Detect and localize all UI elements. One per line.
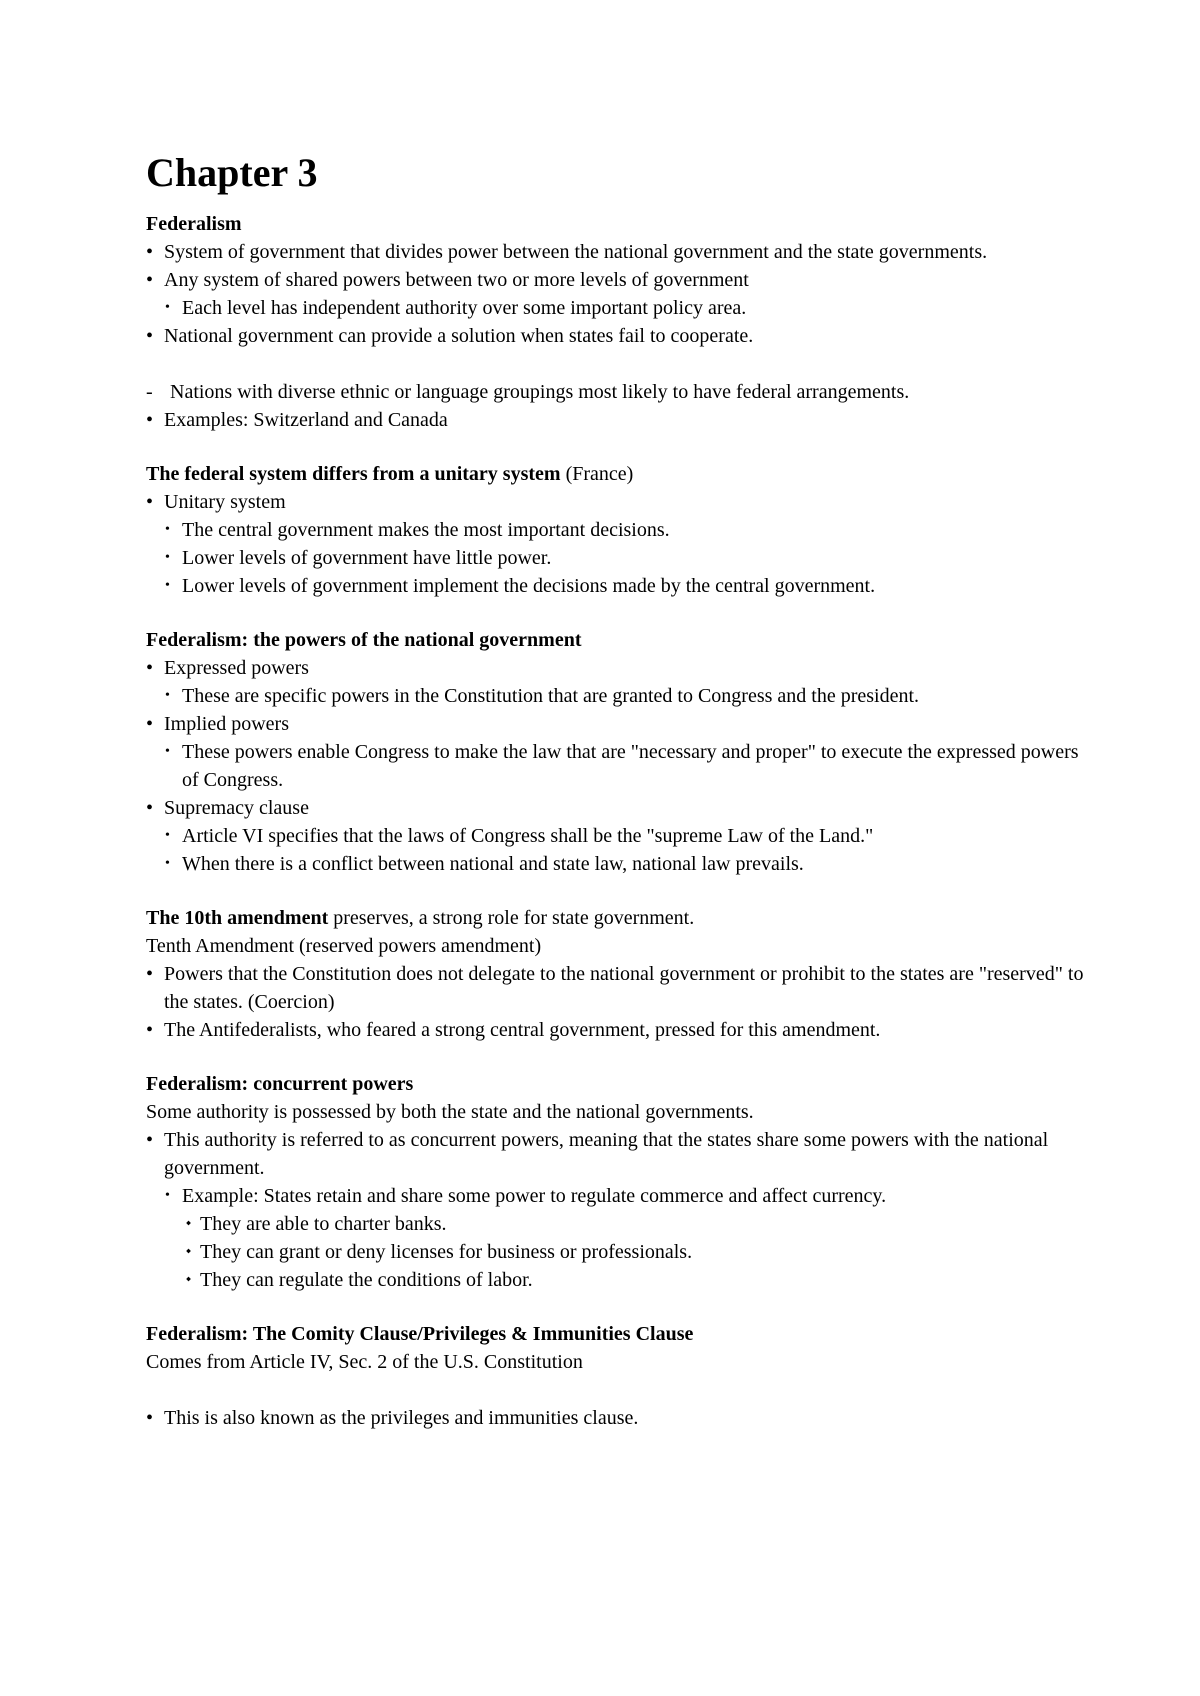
list-item: [146, 1404, 1086, 1432]
bullet-icon: •: [165, 688, 170, 703]
list-item: [146, 406, 1086, 434]
list-item: [146, 794, 1086, 822]
bullet-icon: •: [146, 1019, 154, 1041]
list-item: [146, 1016, 1086, 1044]
bullet-icon: •: [146, 241, 154, 263]
section-heading: [146, 460, 1086, 488]
list-item-text: These are specific powers in the Constitution that are granted to Congress and the president.: [182, 685, 920, 707]
section-heading-bold: Federalism: [146, 213, 242, 235]
section-text-line: Tenth Amendment (reserved powers amendment): [146, 935, 542, 957]
list-item-text: They can regulate the conditions of labor.: [200, 1269, 533, 1291]
list-item: [146, 516, 1086, 544]
section: [146, 460, 1086, 600]
bullet-list: [146, 1126, 1086, 1294]
bullet-icon: -: [146, 381, 153, 403]
bullet-icon: •: [146, 1407, 154, 1429]
list-item: [146, 654, 1086, 682]
bullet-icon: •: [146, 963, 154, 985]
page-title: Chapter 3: [146, 150, 318, 195]
list-item-text: The central government makes the most important decisions.: [182, 519, 670, 541]
list-item-text: Powers that the Constitution does not delegate to the national government or prohibit to the states are "reserved" to the states. (Coercion): [164, 963, 1084, 1013]
section-heading-rest: preserves, a strong role for state government.: [328, 907, 695, 929]
section-heading-rest: (France): [560, 463, 634, 485]
list-item-text: When there is a conflict between national and state law, national law prevails.: [182, 853, 804, 875]
section: [146, 904, 1086, 1044]
list-item: [146, 822, 1086, 850]
list-item-text: This authority is referred to as concurrent powers, meaning that the states share some powers with the national government.: [164, 1129, 1049, 1179]
list-item: [146, 1210, 1086, 1238]
list-item: [146, 266, 1086, 294]
list-item: [146, 378, 1086, 406]
list-item-text: This is also known as the privileges and immunities clause.: [164, 1407, 639, 1429]
section: [146, 210, 1086, 434]
section: [146, 626, 1086, 878]
bullet-icon: •: [165, 828, 170, 843]
bullet-icon: •: [146, 325, 154, 347]
list-item-text: Each level has independent authority over some important policy area.: [182, 297, 747, 319]
bullet-icon: •: [165, 300, 170, 315]
list-item-text: They can grant or deny licenses for business or professionals.: [200, 1241, 693, 1263]
list-item: [146, 238, 1086, 266]
list-item-text: Implied powers: [164, 713, 289, 735]
list-item-text: Lower levels of government implement the decisions made by the central government.: [182, 575, 876, 597]
bullet-icon: ⬩: [186, 1244, 192, 1259]
section-heading-bold: Federalism: the powers of the national government: [146, 629, 582, 651]
bullet-icon: ⬩: [186, 1272, 192, 1287]
list-item-text: Supremacy clause: [164, 797, 309, 819]
section-heading: [146, 210, 1086, 238]
list-item: [146, 544, 1086, 572]
list-item: [146, 294, 1086, 322]
list-item-text: Example: States retain and share some power to regulate commerce and affect currency.: [182, 1185, 887, 1207]
list-item-text: System of government that divides power between the national government and the state governments.: [164, 241, 988, 263]
bullet-icon: •: [165, 550, 170, 565]
bullet-icon: ⬩: [186, 1216, 192, 1231]
section-heading: [146, 626, 1086, 654]
list-item-text: They are able to charter banks.: [200, 1213, 447, 1235]
document-page: [146, 150, 1086, 1458]
bullet-icon: •: [146, 491, 154, 513]
list-item-text: The Antifederalists, who feared a strong central government, pressed for this amendment.: [164, 1019, 881, 1041]
list-item: [146, 1238, 1086, 1266]
bullet-list: [146, 960, 1086, 1044]
bullet-list: [146, 654, 1086, 878]
list-item-text: Nations with diverse ethnic or language groupings most likely to have federal arrangements.: [170, 381, 910, 403]
section: [146, 1070, 1086, 1294]
bullet-icon: •: [165, 856, 170, 871]
section-heading-bold: Federalism: concurrent powers: [146, 1073, 414, 1095]
section-heading-bold: The 10th amendment: [146, 907, 329, 929]
bullet-icon: •: [165, 1188, 170, 1203]
list-item-text: Article VI specifies that the laws of Congress shall be the "supreme Law of the Land.": [182, 825, 874, 847]
section-heading: [146, 1070, 1086, 1098]
list-item: [146, 682, 1086, 710]
list-item: [146, 850, 1086, 878]
bullet-icon: •: [146, 409, 154, 431]
section-heading-bold: The federal system differs from a unitary system: [146, 463, 561, 485]
bullet-icon: •: [146, 269, 154, 291]
section-heading: [146, 904, 1086, 932]
bullet-list: [146, 488, 1086, 600]
list-item: [146, 1126, 1086, 1182]
section: [146, 1320, 1086, 1432]
list-item: [146, 572, 1086, 600]
list-item-text: Unitary system: [164, 491, 286, 513]
list-item: [146, 488, 1086, 516]
bullet-icon: •: [165, 578, 170, 593]
list-item: [146, 710, 1086, 738]
list-item-text: Any system of shared powers between two or more levels of government: [164, 269, 749, 291]
bullet-icon: •: [165, 522, 170, 537]
section-heading-bold: Federalism: The Comity Clause/Privileges & Immunities Clause: [146, 1323, 694, 1345]
list-item-text: National government can provide a solution when states fail to cooperate.: [164, 325, 754, 347]
bullet-list: [146, 238, 1086, 434]
bullet-icon: •: [146, 797, 154, 819]
section-heading: [146, 1320, 1086, 1348]
list-item: [146, 738, 1086, 794]
list-item-text: Expressed powers: [164, 657, 309, 679]
bullet-icon: •: [146, 1129, 154, 1151]
bullet-icon: •: [146, 713, 154, 735]
list-item-text: Examples: Switzerland and Canada: [164, 409, 448, 431]
bullet-icon: •: [146, 657, 154, 679]
list-item-text: These powers enable Congress to make the law that are "necessary and proper" to execute the expressed powers of Congress.: [182, 741, 1079, 791]
blank-line: [146, 1376, 1086, 1404]
section-text-line: Some authority is possessed by both the state and the national governments.: [146, 1101, 754, 1123]
list-item: [146, 1266, 1086, 1294]
bullet-icon: •: [165, 744, 170, 759]
list-item: [146, 1182, 1086, 1210]
bullet-list: [146, 1376, 1086, 1432]
list-item: [146, 322, 1086, 350]
list-item: [146, 960, 1086, 1016]
sections-container: [146, 210, 1086, 1432]
list-item-text: Lower levels of government have little power.: [182, 547, 552, 569]
section-text-line: Comes from Article IV, Sec. 2 of the U.S. Constitution: [146, 1351, 583, 1373]
blank-line: [146, 350, 1086, 378]
